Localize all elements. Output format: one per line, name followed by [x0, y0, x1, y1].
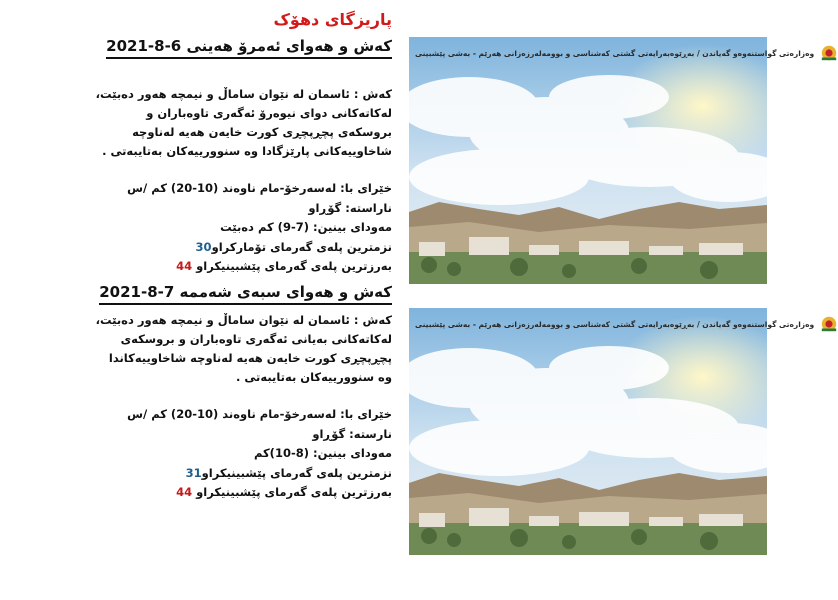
- wind-direction: نارستە: گۆڕاو: [312, 426, 392, 441]
- ministry-banner-text: وەزارەتی گواستنەوەو گەیاندن / بەڕێوەبەرایەتی گشتی کەشناسی و بوومەلەرزەزانی هەرێم - بەشی پێشبینی: [415, 319, 815, 329]
- wind-direction: ناراستە: گۆڕاو: [308, 200, 392, 215]
- max-temperature: [92, 483, 392, 503]
- landscape-image: [409, 37, 767, 284]
- weather-photo-today: [409, 37, 815, 284]
- kurdistan-emblem-icon: [820, 44, 838, 62]
- wind-speed: خێرای با: لەسەرخۆ-مام ناوەند (10-20) کم /س: [127, 181, 392, 195]
- ministry-banner: [415, 45, 815, 61]
- min-temp-value: 31: [185, 465, 202, 480]
- max-temp-value: 44: [176, 259, 193, 273]
- wind-speed: خێرای با: لەسەرخۆ-مام ناوەند (10-20) کم /س: [127, 407, 392, 421]
- max-temp-label: بەرزترین پلەی گەرمای پێشبینیکراو: [192, 259, 392, 273]
- min-temp-label: نزمترین پلەی گەرمای پێشبینیکراو: [201, 465, 392, 480]
- visibility: مەودای بینین: (7-9) کم دەبێت: [220, 220, 392, 234]
- ministry-banner: [415, 316, 815, 332]
- visibility: مەودای بینین: (8-10)کم: [253, 446, 392, 460]
- forecast-description: کەش : ئاسمان لە نێوان ساماڵ و نیمچە هەور دەبێت، لەکاتەکانی بەیانی ئەگەری تاوەباران و بروسکەی پچڕپچڕی کورت خایەن هەیە لەناوچە شاخاوییەکاندا وە سنوورییەکان بەتایبەتی .: [95, 313, 392, 384]
- forecast-heading: کەش و هەوای سبەی شەممە 7-8-2021: [99, 283, 392, 305]
- forecast-heading: کەش و هەوای ئەمرۆ هەینی 6-8-2021: [106, 37, 392, 59]
- kurdistan-emblem-icon: [820, 315, 838, 333]
- min-temperature: [92, 464, 392, 484]
- min-temperature: [92, 238, 392, 258]
- province-title: پاریزگای دهۆک: [273, 10, 392, 29]
- forecast-tomorrow: [92, 282, 392, 503]
- max-temp-value: 44: [176, 485, 193, 499]
- weather-photo-tomorrow: [409, 308, 815, 555]
- max-temperature: [92, 257, 392, 277]
- min-temp-value: 30: [195, 239, 212, 254]
- landscape-image: [409, 308, 767, 555]
- min-temp-label: نزمترین پلەی گەرمای تۆمارکراو: [211, 239, 392, 254]
- ministry-banner-text: وەزارەتی گواستنەوەو گەیاندن / بەڕێوەبەرایەتی گشتی کەشناسی و بوومەلەرزەزانی هەرێم - بەشی پێشبینی: [415, 48, 815, 58]
- forecast-today: [92, 36, 392, 277]
- forecast-description: کەش : ئاسمان لە نێوان ساماڵ و نیمچە هەور دەبێت، لەکاتەکانی دوای نیوەرۆ ئەگەری تاوەباران و بروسکەی پچڕپچڕی کورت خایەن هەیە لەناوچە شاخاوییەکانی پارێزگادا وە سنوورییەکان بەتایبەتی .: [95, 87, 392, 158]
- max-temp-label: بەرزترین پلەی گەرمای پێشبینیکراو: [192, 485, 392, 499]
